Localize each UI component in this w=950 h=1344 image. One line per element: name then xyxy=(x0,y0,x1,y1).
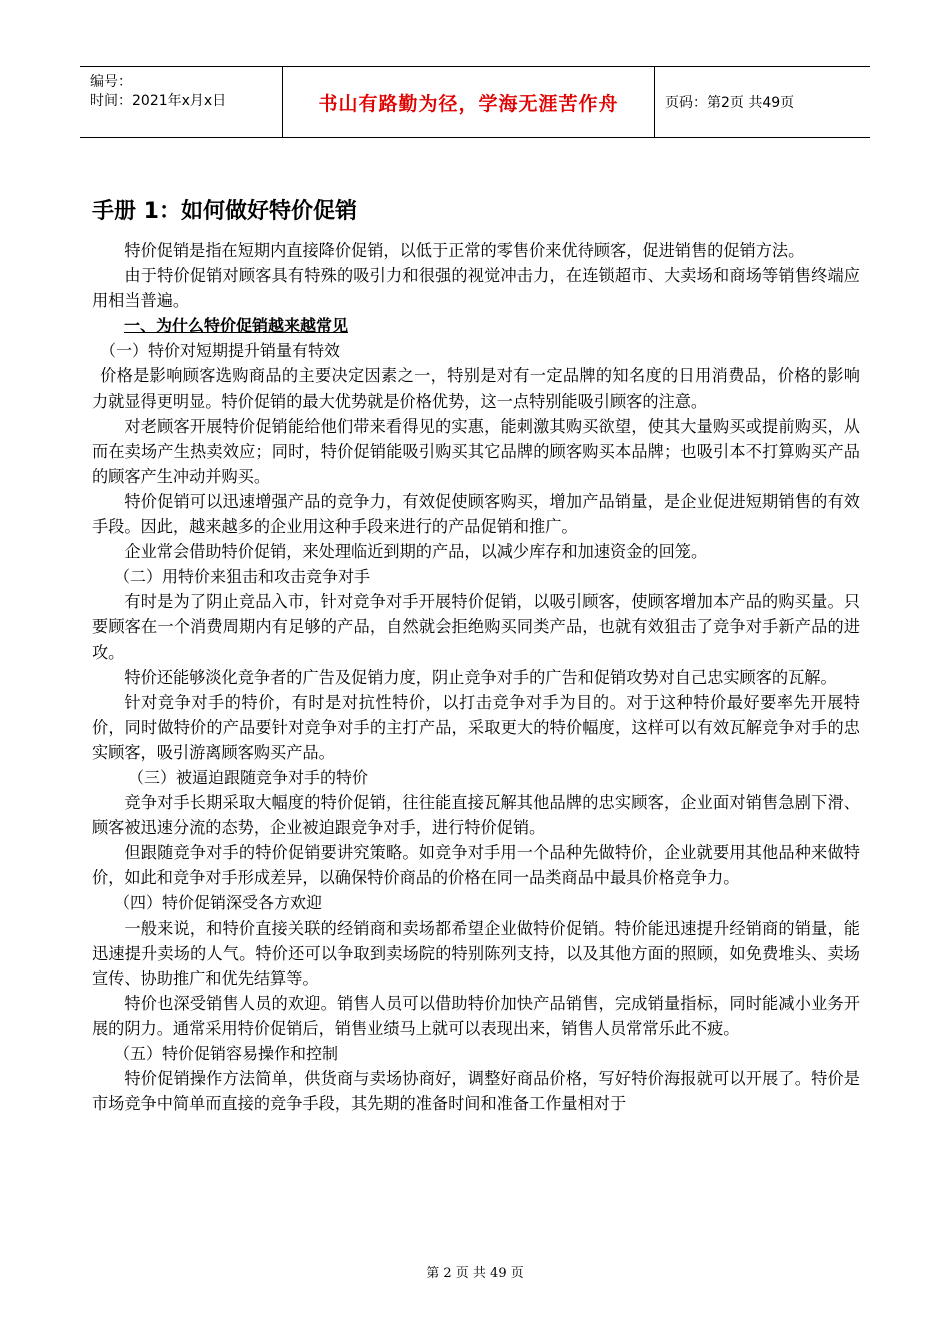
subsection-3-paragraph: 竞争对手长期采取大幅度的特价促销，往往能直接瓦解其他品牌的忠实顾客，企业面对销售急剧下滑、顾客被迅速分流的态势，企业被迫跟竞争对手，进行特价促销。 xyxy=(92,793,860,838)
document-title: 手册 1：如何做好特价促销 xyxy=(92,199,357,224)
subsection-heading-3: （三）被逼迫跟随竞争对手的特价 xyxy=(128,767,369,787)
page-header xyxy=(80,66,870,138)
subsection-2-paragraph: 特价还能够淡化竞争者的广告及促销力度，阴止竞争对手的广告和促销攻势对自己忠实顾客的瓦解。 xyxy=(124,667,837,687)
header-motto: 书山有路勤为径，学海无涯苦作舟 xyxy=(283,67,655,137)
subsection-2-paragraph: 针对竞争对手的特价，有时是对抗性特价，以打击竞争对手为目的。对于这种特价最好要率先开展特价，同时做特价的产品要针对竞争对手的主打产品，采取更大的特价幅度，这样可以有效瓦解竞争对手的忠实顾客，吸引游离顾客购买产品。 xyxy=(92,692,860,762)
subsection-1-paragraph: 特价促销可以迅速增强产品的竞争力，有效促使顾客购买，增加产品销量，是企业促进短期销售的有效手段。因此，越来越多的企业用这种手段来进行的产品促销和推广。 xyxy=(92,491,860,537)
section-heading-1: 一、为什么特价促销越来越常见 xyxy=(124,316,349,336)
document-body xyxy=(92,194,860,1116)
header-page-info: 页码：第2页 共49页 xyxy=(665,95,795,111)
subsection-1-paragraph: 企业常会借助特价促销，来处理临近到期的产品，以减少库存和加速资金的回笼。 xyxy=(124,542,708,562)
subsection-heading-2: （二）用特价来狙击和攻击竞争对手 xyxy=(114,567,371,587)
subsection-2-paragraph: 有时是为了阴止竞品入市，针对竞争对手开展特价促销，以吸引顾客，使顾客增加本产品的购买量。只要顾客在一个消费周期内有足够的产品，自然就会拒绝购买同类产品，也就有效狙击了竞争对手新产品的进攻。 xyxy=(92,592,860,662)
subsection-4-paragraph: 特价也深受销售人员的欢迎。销售人员可以借助特价加快产品销售，完成销量指标，同时能减小业务开展的阴力。通常采用特价促销后，销售业绩马上就可以表现出来，销售人员常常乐此不疲。 xyxy=(92,993,860,1038)
document-number-label: 编号： xyxy=(90,74,132,90)
intro-paragraph-1: 特价促销是指在短期内直接降价促销，以低于正常的零售价来优待顾客，促进销售的促销方法。 xyxy=(124,241,805,260)
subsection-heading-5: （五）特价促销容易操作和控制 xyxy=(114,1044,339,1063)
header-meta xyxy=(80,67,283,137)
subsection-4-paragraph: 一般来说，和特价直接关联的经销商和卖场都希望企业做特价促销。特价能迅速提升经销商的销量，能迅速提升卖场的人气。特价还可以争取到卖场院的特别陈列支持，以及其他方面的照顾，如免费堆头、卖场宣传、协助推广和优先结算等。 xyxy=(92,918,860,988)
subsection-1-paragraph: 价格是影响顾客选购商品的主要决定因素之一，特别是对有一定品牌的知名度的日用消费品，价格的影响力就显得更明显。特价促销的最大优势就是价格优势，这一点特别能吸引顾客的注意。 xyxy=(92,366,860,411)
subsection-5-paragraph: 特价促销操作方法简单，供货商与卖场协商好，调整好商品价格，写好特价海报就可以开展了。特价是市场竞争中简单而直接的竞争手段，其先期的准备时间和准备工作量相对于 xyxy=(92,1069,860,1114)
page-footer: 第 2 页 共 49 页 xyxy=(426,1266,524,1281)
document-date: 时间：2021年x月x日 xyxy=(90,93,227,109)
subsection-heading-1: （一）特价对短期提升销量有特效 xyxy=(100,341,341,361)
subsection-3-paragraph: 但跟随竞争对手的特价促销要讲究策略。如竞争对手用一个品种先做特价，企业就要用其他品种来做特价，如此和竞争对手形成差异，以确保特价商品的价格在同一品类商品中最具价格竞争力。 xyxy=(92,843,860,888)
intro-paragraph-2: 由于特价促销对顾客具有特殊的吸引力和很强的视觉冲击力，在连锁超市、大卖场和商场等销售终端应用相当普遍。 xyxy=(92,266,860,311)
subsection-1-paragraph: 对老顾客开展特价促销能给他们带来看得见的实惠，能刺激其购买欲望，使其大量购买或提前购买，从而在卖场产生热卖效应；同时，特价促销能吸引购买其它品牌的顾客购买本品牌；也吸引本不打算购买产品的顾客产生冲动并购买。 xyxy=(92,416,860,486)
subsection-heading-4: （四）特价促销深受各方欢迎 xyxy=(114,893,323,913)
